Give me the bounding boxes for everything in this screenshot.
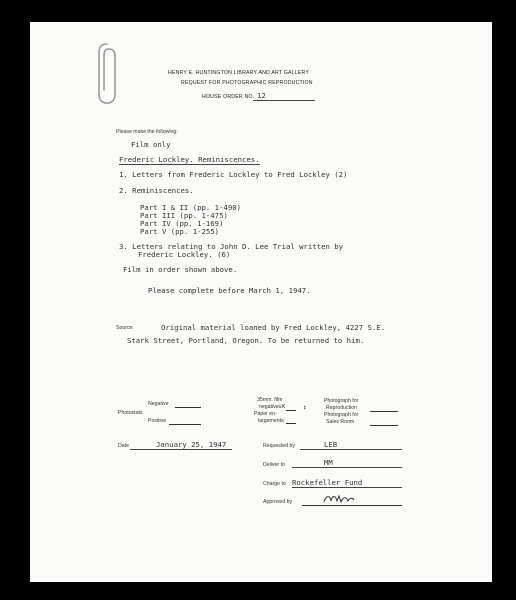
source-line-2: Stark Street, Portland, Oregon. To be returned to him. <box>127 336 365 345</box>
selection-arrow-icon: ↕ <box>303 404 307 411</box>
film-label-1: 35mm. film <box>257 397 283 403</box>
film-blank <box>286 410 296 411</box>
request-title: Frederic Lockley. Reminiscences. <box>119 155 260 164</box>
film-label-2: negatives <box>259 404 282 410</box>
photo-repro-label-1: Photograph for <box>324 398 359 404</box>
film-selected-mark: x <box>281 401 286 410</box>
order-note: Film in order shown above. <box>123 265 238 274</box>
positive-label: Positive <box>148 418 167 424</box>
photostats-label: Photostats <box>118 410 143 416</box>
source-line-1: Original material loaned by Fred Lockley, 4227 S.E. <box>161 323 386 332</box>
house-order-number: 12 <box>253 91 315 101</box>
request-item-3: 3. Letters relating to John D. Lee Trial written by <box>119 242 344 251</box>
part-line: Part I & II (pp. 1-490) <box>140 203 242 212</box>
paper-label-1: Paper en- <box>254 411 277 417</box>
request-form <box>30 22 492 582</box>
request-item-1: 1. Letters from Frederic Lockley to Fred Lockley (2) <box>119 170 348 179</box>
photo-sales-blank <box>370 425 398 426</box>
source-label: Source: <box>116 325 134 331</box>
photo-repro-label-2: Reproduction <box>326 405 357 411</box>
deliver-to-label: Deliver to <box>263 462 285 468</box>
paper-blank <box>286 423 296 424</box>
header-institution: HENRY E. HUNTINGTON LIBRARY AND ART GALLERY <box>168 70 310 76</box>
negative-blank <box>175 407 201 408</box>
date-value: January 25, 1947 <box>130 440 232 450</box>
house-order-label: HOUSE ORDER NO. <box>202 94 255 100</box>
charge-to-label: Charge to <box>263 481 286 487</box>
part-line: Part V (pp. 1-255) <box>140 227 220 236</box>
photo-sales-label-2: Sales Room <box>326 419 355 425</box>
positive-blank <box>169 424 201 425</box>
requested-by-value: LEB <box>300 440 402 450</box>
charge-to-value: Rockefeller Fund <box>292 478 402 488</box>
film-only: Film only <box>131 140 171 149</box>
header-form-title: REQUEST FOR PHOTOGRAPHIC REPRODUCTION <box>181 80 313 86</box>
part-line: Part IV (pp. 1-169) <box>140 219 224 228</box>
paper-clip <box>96 40 118 106</box>
photo-sales-label-1: Photograph for <box>324 412 359 418</box>
date-label: Date <box>118 443 129 449</box>
request-prompt: Please make the following: <box>116 129 178 135</box>
part-line: Part III (pp. 1-475) <box>140 211 228 220</box>
paper-label-2: largements <box>258 418 284 424</box>
approved-by-label: Approved by <box>263 499 293 505</box>
requested-by-label: Requested by <box>263 443 296 449</box>
photo-repro-blank <box>370 411 398 412</box>
deadline-note: Please complete before March 1, 1947. <box>148 286 311 295</box>
deliver-to-value: MM <box>292 458 402 468</box>
approval-signature <box>322 492 356 506</box>
request-item-2: 2. Reminiscences. <box>119 186 194 195</box>
request-item-3-cont: Frederic Lockley. (6) <box>138 250 231 259</box>
negative-label: Negative <box>148 401 169 407</box>
